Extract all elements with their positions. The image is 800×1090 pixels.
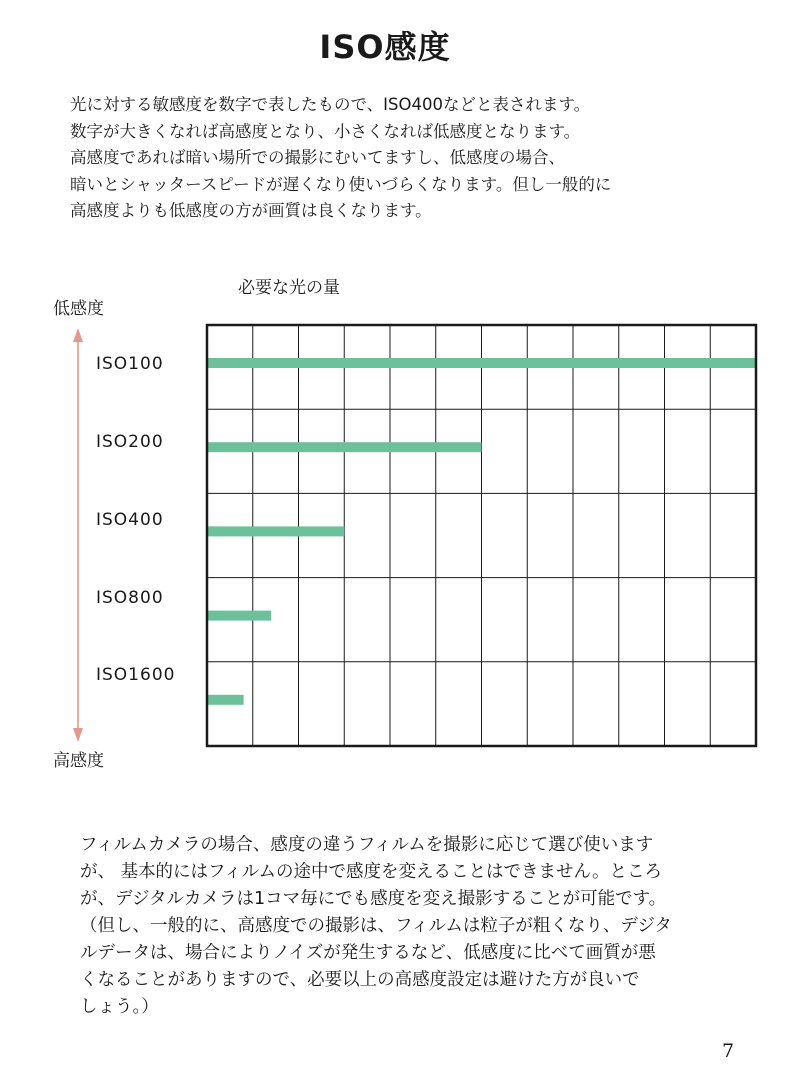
outro-line: （但し、一般的に、高感度での撮影は、フィルムは粒子が粗くなり、デジタ — [80, 916, 672, 936]
intro-line: 光に対する敏感度を数字で表したもので、ISO400などと表されます。 — [70, 95, 591, 114]
outro-line: が、デジタルカメラは1コマ毎にでも感度を変え撮影することが可能です。 — [80, 889, 667, 909]
category-label-iso200: ISO200 — [96, 432, 164, 452]
bar-iso100 — [207, 358, 756, 368]
explanation-paragraph — [80, 832, 760, 1021]
bar-iso400 — [207, 526, 344, 536]
outro-line: フィルムカメラの場合、感度の違うフィルムを撮影に応じて選び使います — [80, 835, 654, 855]
intro-line: 高感度よりも低感度の方が画質は良くなります。 — [70, 201, 432, 220]
category-label-iso100: ISO100 — [96, 354, 164, 374]
bar-iso800 — [207, 611, 271, 621]
axis-label-low-sensitivity: 低感度 — [53, 299, 104, 319]
category-label-iso800: ISO800 — [96, 588, 164, 608]
axis-label-high-sensitivity: 高感度 — [53, 751, 104, 771]
intro-line: 数字が大きくなれば高感度となり、小さくなれば低感度となります。 — [70, 121, 581, 141]
page-number: 7 — [722, 1040, 735, 1062]
intro-line: 高感度であれば暗い場所での撮影にむいてますし、低感度の場合、 — [70, 148, 565, 167]
outro-line: しょう。） — [80, 997, 159, 1017]
arrow-head-down-icon — [73, 728, 83, 742]
category-label-iso400: ISO400 — [96, 510, 164, 530]
intro-line: 暗いとシャッタースピードが遅くなり使いづらくなります。但し一般的に — [70, 174, 612, 194]
page-title: ISO感度 — [319, 28, 451, 66]
outro-line: ルデータは、場合によりノイズが発生するなど、低感度に比べて画質が悪 — [80, 943, 656, 963]
chart-title: 必要な光の量 — [238, 278, 340, 298]
category-label-iso1600: ISO1600 — [96, 665, 176, 685]
bar-iso200 — [207, 442, 482, 452]
outro-line: くなることがありますので、必要以上の高感度設定は避けた方が良いで — [80, 970, 640, 990]
arrow-head-up-icon — [73, 328, 83, 342]
bar-iso1600 — [207, 695, 244, 705]
outro-line: が、 基本的にはフィルムの途中で感度を変えることはできません。ところ — [80, 862, 663, 882]
